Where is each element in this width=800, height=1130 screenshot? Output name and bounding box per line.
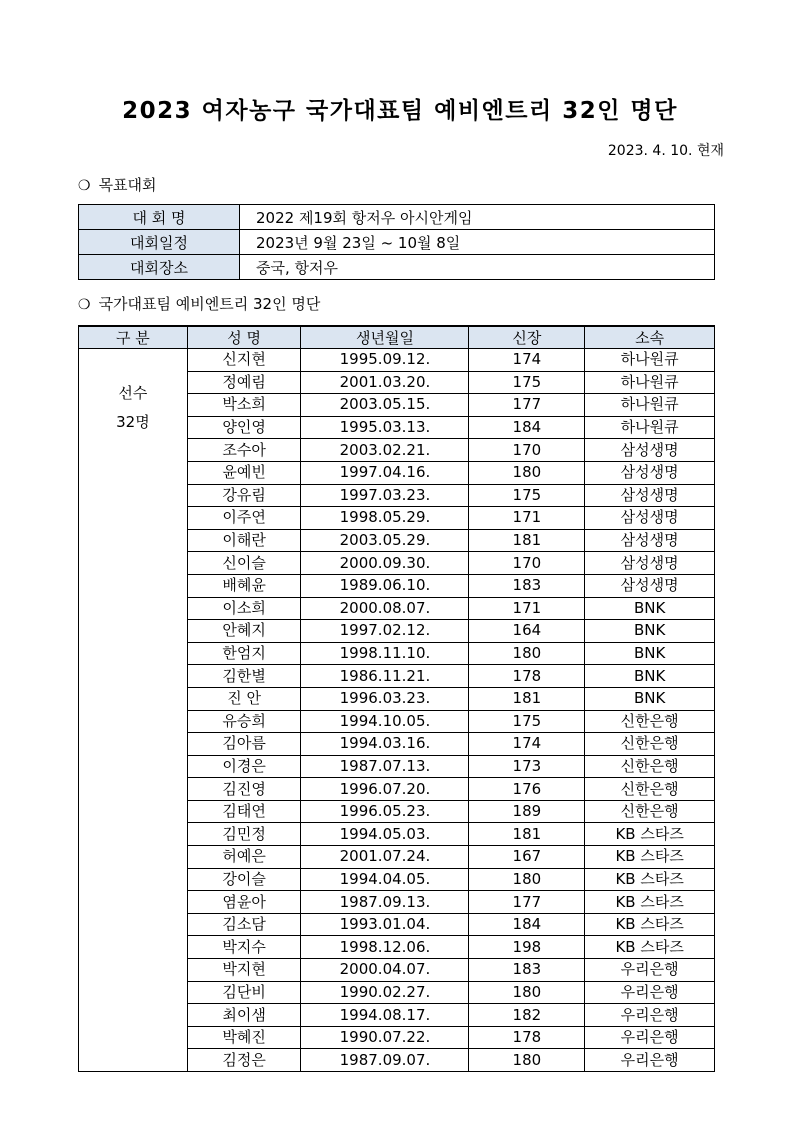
circle-bullet-icon: ❍ — [78, 297, 91, 313]
player-height-cell: 184 — [469, 416, 585, 439]
player-team-cell: KB 스타즈 — [585, 846, 715, 869]
player-birthdate-cell: 1997.04.16. — [301, 461, 469, 484]
player-height-cell: 183 — [469, 574, 585, 597]
player-birthdate-cell: 1987.07.13. — [301, 755, 469, 778]
header-name: 성 명 — [187, 326, 301, 349]
section-label: 국가대표팀 예비엔트리 32인 명단 — [98, 295, 321, 313]
info-value: 2023년 9월 23일 ~ 10월 8일 — [240, 230, 715, 255]
player-name-cell: 윤예빈 — [187, 461, 301, 484]
player-birthdate-cell: 1989.06.10. — [301, 574, 469, 597]
player-team-cell: KB 스타즈 — [585, 891, 715, 914]
player-team-cell: KB 스타즈 — [585, 936, 715, 959]
player-team-cell: 신한은행 — [585, 800, 715, 823]
player-height-cell: 181 — [469, 823, 585, 846]
player-team-cell: BNK — [585, 620, 715, 643]
player-name-cell: 허예은 — [187, 846, 301, 869]
player-team-cell: 삼성생명 — [585, 461, 715, 484]
player-birthdate-cell: 1990.02.27. — [301, 981, 469, 1004]
player-name-cell: 유승희 — [187, 710, 301, 733]
player-birthdate-cell: 1994.03.16. — [301, 733, 469, 756]
player-birthdate-cell: 2001.03.20. — [301, 371, 469, 394]
player-height-cell: 181 — [469, 687, 585, 710]
roster-body — [79, 349, 715, 1072]
player-name-cell: 이주연 — [187, 507, 301, 530]
section-roster — [78, 293, 320, 314]
player-team-cell: 삼성생명 — [585, 507, 715, 530]
page-title: 2023 여자농구 국가대표팀 예비엔트리 32인 명단 — [122, 98, 678, 124]
player-height-cell: 175 — [469, 710, 585, 733]
player-height-cell: 174 — [469, 733, 585, 756]
player-team-cell: 우리은행 — [585, 981, 715, 1004]
player-name-cell: 이해란 — [187, 529, 301, 552]
player-name-cell: 신이슬 — [187, 552, 301, 575]
player-height-cell: 180 — [469, 461, 585, 484]
player-birthdate-cell: 1995.09.12. — [301, 349, 469, 372]
player-height-cell: 175 — [469, 484, 585, 507]
info-label: 대회일정 — [79, 230, 240, 255]
info-label: 대 회 명 — [79, 205, 240, 230]
player-name-cell: 김민정 — [187, 823, 301, 846]
player-team-cell: 하나원큐 — [585, 349, 715, 372]
player-team-cell: 신한은행 — [585, 733, 715, 756]
player-team-cell: 삼성생명 — [585, 529, 715, 552]
player-team-cell: 신한은행 — [585, 710, 715, 733]
player-name-cell: 박혜진 — [187, 1026, 301, 1049]
player-name-cell: 한엄지 — [187, 642, 301, 665]
section-target-event — [78, 174, 157, 195]
player-birthdate-cell: 2000.09.30. — [301, 552, 469, 575]
player-birthdate-cell: 1997.02.12. — [301, 620, 469, 643]
player-team-cell: 우리은행 — [585, 959, 715, 982]
category-count: 32명 — [116, 413, 150, 431]
table-row — [79, 349, 715, 372]
header-category: 구 분 — [79, 326, 188, 349]
player-birthdate-cell: 2003.05.29. — [301, 529, 469, 552]
player-birthdate-cell: 1998.11.10. — [301, 642, 469, 665]
player-height-cell: 189 — [469, 800, 585, 823]
player-team-cell: 신한은행 — [585, 755, 715, 778]
player-name-cell: 김한별 — [187, 665, 301, 688]
player-name-cell: 김태연 — [187, 800, 301, 823]
player-name-cell: 이경은 — [187, 755, 301, 778]
player-team-cell: BNK — [585, 665, 715, 688]
info-value: 중국, 항저우 — [240, 255, 715, 280]
player-name-cell: 신지현 — [187, 349, 301, 372]
category-label: 선수 — [118, 384, 148, 402]
player-birthdate-cell: 1994.05.03. — [301, 823, 469, 846]
player-birthdate-cell: 2000.04.07. — [301, 959, 469, 982]
player-height-cell: 174 — [469, 349, 585, 372]
player-height-cell: 180 — [469, 1049, 585, 1072]
player-height-cell: 181 — [469, 529, 585, 552]
player-birthdate-cell: 1990.07.22. — [301, 1026, 469, 1049]
player-birthdate-cell: 1987.09.07. — [301, 1049, 469, 1072]
category-cell — [79, 349, 188, 1072]
player-birthdate-cell: 1998.05.29. — [301, 507, 469, 530]
player-birthdate-cell: 1996.07.20. — [301, 778, 469, 801]
info-row — [79, 205, 715, 230]
player-height-cell: 177 — [469, 394, 585, 417]
player-team-cell: 신한은행 — [585, 778, 715, 801]
player-height-cell: 170 — [469, 439, 585, 462]
event-info-table — [78, 204, 715, 280]
player-birthdate-cell: 1998.12.06. — [301, 936, 469, 959]
player-birthdate-cell: 2003.02.21. — [301, 439, 469, 462]
player-team-cell: KB 스타즈 — [585, 868, 715, 891]
player-height-cell: 173 — [469, 755, 585, 778]
player-height-cell: 175 — [469, 371, 585, 394]
player-name-cell: 박지수 — [187, 936, 301, 959]
player-height-cell: 177 — [469, 891, 585, 914]
player-name-cell: 김정은 — [187, 1049, 301, 1072]
info-label: 대회장소 — [79, 255, 240, 280]
player-birthdate-cell: 1986.11.21. — [301, 665, 469, 688]
info-value: 2022 제19회 항저우 아시안게임 — [240, 205, 715, 230]
player-birthdate-cell: 1993.01.04. — [301, 913, 469, 936]
player-name-cell: 염윤아 — [187, 891, 301, 914]
player-height-cell: 176 — [469, 778, 585, 801]
player-name-cell: 조수아 — [187, 439, 301, 462]
player-team-cell: 우리은행 — [585, 1049, 715, 1072]
player-height-cell: 171 — [469, 597, 585, 620]
player-birthdate-cell: 1996.05.23. — [301, 800, 469, 823]
player-name-cell: 강유림 — [187, 484, 301, 507]
player-name-cell: 박소희 — [187, 394, 301, 417]
player-name-cell: 김단비 — [187, 981, 301, 1004]
as-of-date: 2023. 4. 10. 현재 — [607, 143, 724, 159]
player-team-cell: 하나원큐 — [585, 394, 715, 417]
player-name-cell: 배혜윤 — [187, 574, 301, 597]
player-height-cell: 180 — [469, 981, 585, 1004]
player-name-cell: 김소담 — [187, 913, 301, 936]
player-team-cell: BNK — [585, 642, 715, 665]
player-height-cell: 170 — [469, 552, 585, 575]
player-birthdate-cell: 1987.09.13. — [301, 891, 469, 914]
player-team-cell: 우리은행 — [585, 1004, 715, 1027]
player-birthdate-cell: 1996.03.23. — [301, 687, 469, 710]
player-height-cell: 180 — [469, 642, 585, 665]
info-row — [79, 255, 715, 280]
player-name-cell: 김아름 — [187, 733, 301, 756]
header-height: 신장 — [469, 326, 585, 349]
circle-bullet-icon: ❍ — [78, 178, 91, 194]
player-birthdate-cell: 1994.08.17. — [301, 1004, 469, 1027]
info-row — [79, 230, 715, 255]
player-height-cell: 178 — [469, 665, 585, 688]
header-birthdate: 생년월일 — [301, 326, 469, 349]
player-team-cell: 하나원큐 — [585, 371, 715, 394]
player-birthdate-cell: 2000.08.07. — [301, 597, 469, 620]
player-team-cell: KB 스타즈 — [585, 823, 715, 846]
header-team: 소속 — [585, 326, 715, 349]
player-name-cell: 강이슬 — [187, 868, 301, 891]
player-birthdate-cell: 1994.04.05. — [301, 868, 469, 891]
player-team-cell: 삼성생명 — [585, 574, 715, 597]
player-height-cell: 182 — [469, 1004, 585, 1027]
player-team-cell: BNK — [585, 597, 715, 620]
player-name-cell: 박지현 — [187, 959, 301, 982]
player-height-cell: 164 — [469, 620, 585, 643]
player-height-cell: 183 — [469, 959, 585, 982]
player-name-cell: 진 안 — [187, 687, 301, 710]
player-name-cell: 이소희 — [187, 597, 301, 620]
player-height-cell: 167 — [469, 846, 585, 869]
player-height-cell: 171 — [469, 507, 585, 530]
player-height-cell: 184 — [469, 913, 585, 936]
section-label: 목표대회 — [98, 176, 157, 194]
player-height-cell: 198 — [469, 936, 585, 959]
player-name-cell: 안혜지 — [187, 620, 301, 643]
roster-header-row — [79, 326, 715, 349]
player-birthdate-cell: 2001.07.24. — [301, 846, 469, 869]
player-team-cell: 삼성생명 — [585, 439, 715, 462]
player-height-cell: 180 — [469, 868, 585, 891]
player-team-cell: 삼성생명 — [585, 484, 715, 507]
player-team-cell: 하나원큐 — [585, 416, 715, 439]
player-name-cell: 양인영 — [187, 416, 301, 439]
player-birthdate-cell: 1995.03.13. — [301, 416, 469, 439]
roster-table — [78, 325, 715, 1072]
player-birthdate-cell: 1994.10.05. — [301, 710, 469, 733]
player-name-cell: 정예림 — [187, 371, 301, 394]
player-height-cell: 178 — [469, 1026, 585, 1049]
player-team-cell: 우리은행 — [585, 1026, 715, 1049]
player-name-cell: 김진영 — [187, 778, 301, 801]
player-birthdate-cell: 2003.05.15. — [301, 394, 469, 417]
player-name-cell: 최이샘 — [187, 1004, 301, 1027]
player-team-cell: 삼성생명 — [585, 552, 715, 575]
player-birthdate-cell: 1997.03.23. — [301, 484, 469, 507]
player-team-cell: KB 스타즈 — [585, 913, 715, 936]
player-team-cell: BNK — [585, 687, 715, 710]
